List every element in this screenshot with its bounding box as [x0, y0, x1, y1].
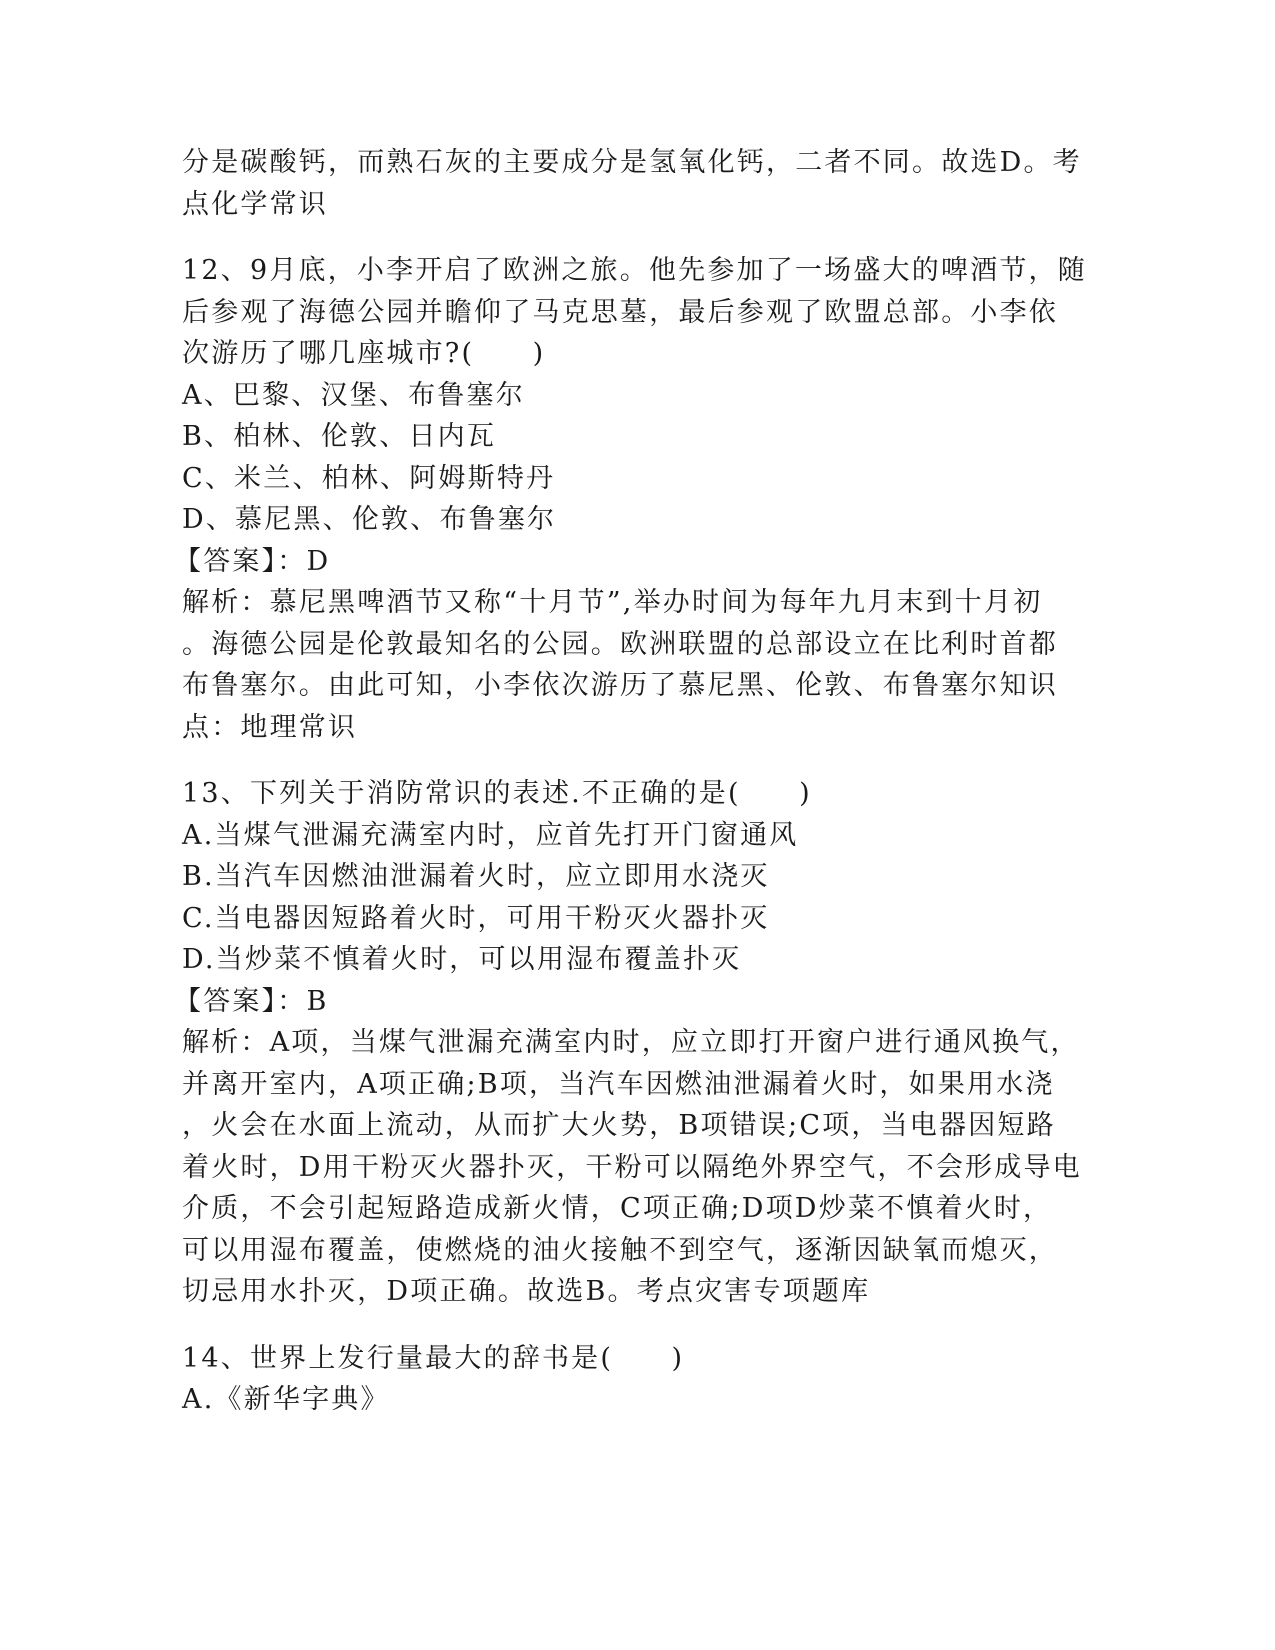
question-14 — [182, 1338, 1062, 1421]
analysis-line: 可以用湿布覆盖，使燃烧的油火接触不到空气，逐渐因缺氧而熄灭， — [182, 1234, 1058, 1266]
option-b: B.当汽车因燃油泄漏着火时，应立即用水浇灭 — [182, 861, 770, 892]
analysis-line: 解析：A项，当煤气泄漏充满室内时，应立即打开窗户进行通风换气， — [182, 1027, 1080, 1058]
analysis-line: 介质，不会引起短路造成新火情，C项正确;D项D炒菜不慎着火时， — [182, 1193, 1053, 1224]
option-b: B、柏林、伦敦、日内瓦 — [182, 421, 497, 452]
analysis-line: 布鲁塞尔。由此可知，小李依次游历了慕尼黑、伦敦、布鲁塞尔知识 — [182, 670, 1058, 701]
analysis-line: 切忌用水扑灭，D项正确。故选B。考点灾害专项题库 — [182, 1276, 871, 1307]
option-c: C、米兰、柏林、阿姆斯特丹 — [182, 462, 556, 494]
answer-label: 【答案】：D — [174, 545, 331, 577]
analysis-line: ，火会在水面上流动，从而扩大火势，B项错误;C项，当电器因短路 — [182, 1110, 1056, 1141]
analysis-line: 。海德公园是伦敦最知名的公园。欧洲联盟的总部设立在比利时首都 — [182, 628, 1058, 660]
question-stem-line: 13、下列关于消防常识的表述.不正确的是( ) — [182, 778, 812, 809]
text-line: 分是碳酸钙，而熟石灰的主要成分是氢氧化钙，二者不同。故选D。考 — [182, 147, 1082, 178]
text-line: 点化学常识 — [182, 188, 328, 220]
analysis-line: 并离开室内，A项正确;B项，当汽车因燃油泄漏着火时，如果用水浇 — [182, 1068, 1055, 1100]
previous-question-tail — [182, 142, 1082, 225]
question-stem-line: 后参观了海德公园并瞻仰了马克思墓，最后参观了欧盟总部。小李依 — [182, 296, 1058, 328]
option-a: A.当煤气泄漏充满室内时，应首先打开门窗通风 — [182, 819, 799, 851]
option-c: C.当电器因短路着火时，可用干粉灭火器扑灭 — [182, 902, 770, 934]
question-stem-line: 12、9月底，小李开启了欧洲之旅。他先参加了一场盛大的啤酒节，随 — [182, 255, 1087, 286]
analysis-line: 着火时，D用干粉灭火器扑灭，干粉可以隔绝外界空气，不会形成导电 — [182, 1151, 1082, 1183]
option-a: A.《新华字典》 — [182, 1384, 390, 1415]
option-d: D、慕尼黑、伦敦、布鲁塞尔 — [182, 504, 557, 535]
question-13 — [174, 773, 1082, 1313]
analysis-line: 解析：慕尼黑啤酒节又称“十月节”,举办时间为每年九月末到十月初 — [182, 587, 1043, 618]
question-stem-line: 次游历了哪几座城市?( ) — [182, 338, 546, 369]
analysis-line: 点：地理常识 — [182, 711, 358, 743]
answer-label: 【答案】：B — [174, 985, 329, 1017]
question-12 — [174, 250, 1087, 748]
question-stem-line: 14、世界上发行量最大的辞书是( ) — [182, 1342, 685, 1374]
option-a: A、巴黎、汉堡、布鲁塞尔 — [182, 379, 525, 411]
document-page — [174, 142, 1087, 1421]
option-d: D.当炒菜不慎着火时，可以用湿布覆盖扑灭 — [182, 944, 742, 975]
